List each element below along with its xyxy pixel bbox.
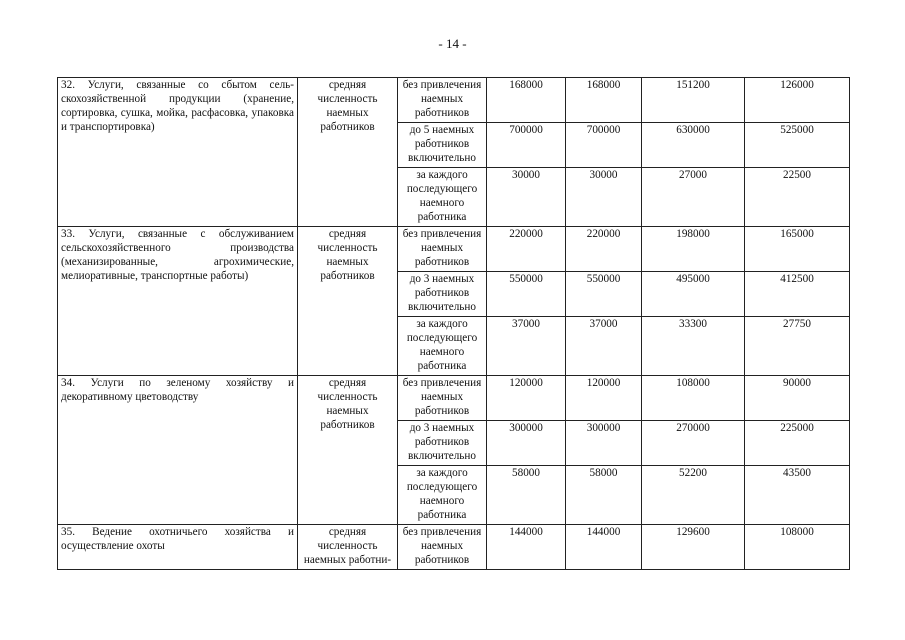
unit-34: средняя численность наемных работников	[298, 376, 398, 525]
service-name-32: 32. Услуги, связанные со сбытом сель-скохозяйственной продукции (хранение, сортировка, сушка, мойка, расфасовка, упаковка и транспортировка)	[58, 78, 298, 227]
rate-cell: 144000	[487, 525, 566, 570]
rate-cell: 30000	[566, 168, 642, 227]
rate-cell: 120000	[566, 376, 642, 421]
rate-cell: 58000	[566, 466, 642, 525]
rate-cell: 27750	[745, 317, 850, 376]
rate-cell: 43500	[745, 466, 850, 525]
rate-cell: 168000	[487, 78, 566, 123]
condition-cell: за каждого последующего наемного работника	[398, 168, 487, 227]
rates-table	[57, 77, 850, 570]
rate-cell: 37000	[487, 317, 566, 376]
condition-cell: до 3 наемных работников включительно	[398, 421, 487, 466]
rate-cell: 300000	[487, 421, 566, 466]
rate-cell: 27000	[642, 168, 745, 227]
condition-cell: до 3 наемных работников включительно	[398, 272, 487, 317]
rate-cell: 108000	[642, 376, 745, 421]
rate-cell: 22500	[745, 168, 850, 227]
table-row	[58, 78, 850, 123]
rate-cell: 220000	[487, 227, 566, 272]
rate-cell: 495000	[642, 272, 745, 317]
rate-cell: 151200	[642, 78, 745, 123]
table-row	[58, 525, 850, 570]
rate-cell: 700000	[487, 123, 566, 168]
rate-cell: 550000	[566, 272, 642, 317]
rate-cell: 300000	[566, 421, 642, 466]
condition-cell: за каждого последующего наемного работника	[398, 317, 487, 376]
unit-35: средняя численность наемных работни-	[298, 525, 398, 570]
condition-cell: без привлечения наемных работников	[398, 525, 487, 570]
service-name-34: 34. Услуги по зеленому хозяйству и декоративному цветоводству	[58, 376, 298, 525]
rate-cell: 525000	[745, 123, 850, 168]
condition-cell: за каждого последующего наемного работника	[398, 466, 487, 525]
rate-cell: 550000	[487, 272, 566, 317]
rate-cell: 126000	[745, 78, 850, 123]
rate-cell: 30000	[487, 168, 566, 227]
unit-32: средняя численность наемных работников	[298, 78, 398, 227]
rate-cell: 198000	[642, 227, 745, 272]
condition-cell: без привлечения наемных работников	[398, 227, 487, 272]
rate-cell: 220000	[566, 227, 642, 272]
service-name-33: 33. Услуги, связанные с обслуживанием сельскохозяйственного производства (механизированные, агрохимические, мелиоративные, транспортные работы)	[58, 227, 298, 376]
rate-cell: 168000	[566, 78, 642, 123]
condition-cell: без привлечения наемных работников	[398, 376, 487, 421]
unit-33: средняя численность наемных работников	[298, 227, 398, 376]
rate-cell: 412500	[745, 272, 850, 317]
table-row	[58, 227, 850, 272]
rate-cell: 165000	[745, 227, 850, 272]
service-name-35: 35. Ведение охотничьего хозяйства и осуществление охоты	[58, 525, 298, 570]
rate-cell: 108000	[745, 525, 850, 570]
rate-cell: 120000	[487, 376, 566, 421]
rate-cell: 52200	[642, 466, 745, 525]
page-number: - 14 -	[438, 36, 467, 51]
rate-cell: 700000	[566, 123, 642, 168]
condition-cell: без привлечения наемных работников	[398, 78, 487, 123]
rate-cell: 37000	[566, 317, 642, 376]
condition-cell: до 5 наемных работников включительно	[398, 123, 487, 168]
rate-cell: 144000	[566, 525, 642, 570]
rate-cell: 270000	[642, 421, 745, 466]
rate-cell: 90000	[745, 376, 850, 421]
rate-cell: 630000	[642, 123, 745, 168]
rate-cell: 58000	[487, 466, 566, 525]
rate-cell: 129600	[642, 525, 745, 570]
rate-cell: 33300	[642, 317, 745, 376]
rate-cell: 225000	[745, 421, 850, 466]
table-row	[58, 376, 850, 421]
